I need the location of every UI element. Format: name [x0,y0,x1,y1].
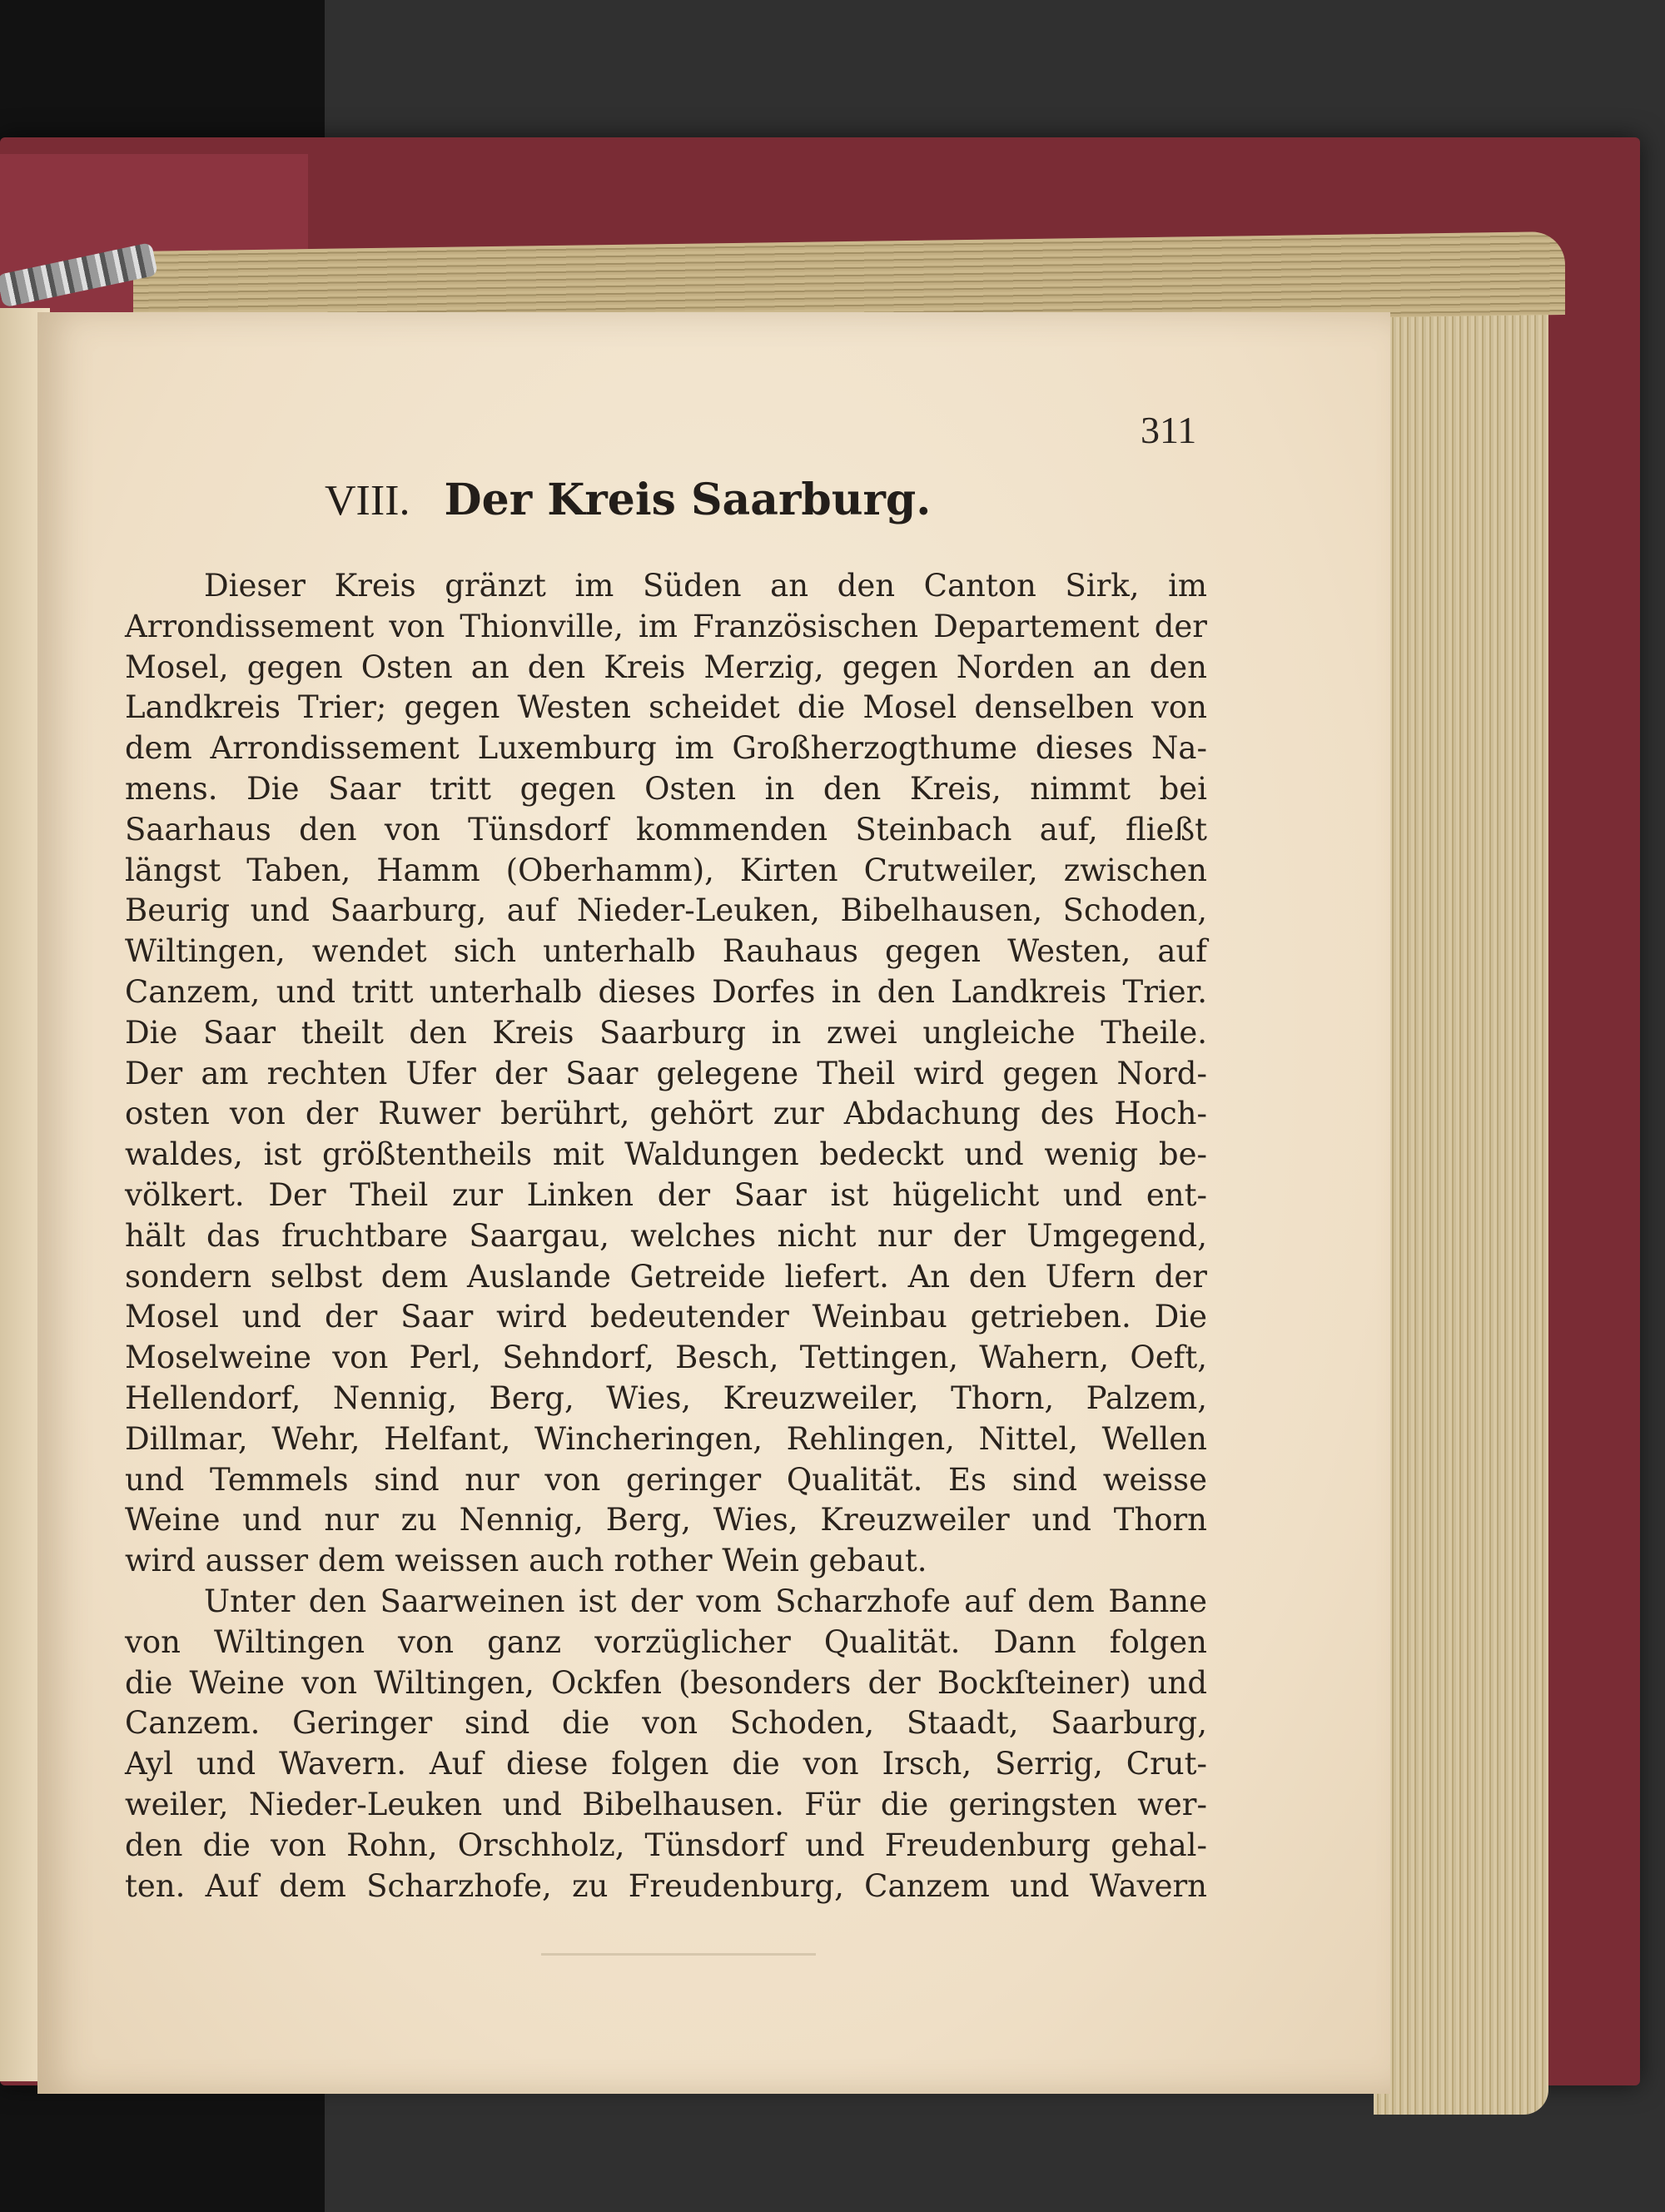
text-line: Arrondissement von Thionville, im Französischen Departement der [125,608,1207,644]
text-line: mens. Die Saar tritt gegen Osten in den Kreis, nimmt bei [125,770,1207,807]
text-line: waldes, ist größtentheils mit Waldungen bedeckt und wenig be- [125,1136,1207,1173]
text-line: Ayl und Wavern. Auf diese folgen die von Irsch, Serrig, Crut- [125,1746,1207,1782]
text-line: Mosel, gegen Osten an den Kreis Merzig, gegen Norden an den [125,649,1207,685]
text-line: osten von der Ruwer berührt, gehört zur Abdachung des Hoch- [125,1096,1207,1132]
text-line: den die von Rohn, Orschholz, Tünsdorf und Freudenburg gehal- [125,1827,1207,1863]
text-line: Die Saar theilt den Kreis Saarburg in zwei ungleiche Theile. [125,1014,1207,1051]
text-line: Saarhaus den von Tünsdorf kommenden Steinbach auf, fließt [125,811,1207,848]
text-line: völkert. Der Theil zur Linken der Saar ist hügelicht und ent- [125,1176,1207,1213]
text-line: weiler, Nieder-Leuken und Bibelhausen. Für die geringsten wer- [125,1786,1207,1822]
text-line: Beurig und Saarburg, auf Nieder-Leuken, Bibelhausen, Schoden, [125,892,1207,929]
text-line: Dillmar, Wehr, Helfant, Wincheringen, Rehlingen, Nittel, Wellen [125,1420,1207,1457]
text-line: von Wiltingen von ganz vorzüglicher Qualität. Dann folgen [125,1623,1207,1660]
text-line: Weine und nur zu Nennig, Berg, Wies, Kreuzweiler und Thorn [125,1502,1207,1538]
text-line: Dieser Kreis gränzt im Süden an den Canton Sirk, im [204,568,1207,604]
text-line: wird ausser dem weissen auch rother Wein gebaut. [125,1543,927,1579]
faint-rule [541,1953,816,1956]
text-line: Der am rechten Ufer der Saar gelegene Theil wird gegen Nord- [125,1055,1207,1091]
text-line: längst Taben, Hamm (Oberhamm), Kirten Crutweiler, zwischen [125,852,1207,888]
text-line: dem Arrondissement Luxemburg im Großherzogthume dieses Na- [125,730,1207,767]
text-line: ten. Auf dem Scharzhofe, zu Freudenburg, Canzem und Wavern [125,1867,1207,1904]
text-line: und Temmels sind nur von geringer Qualität. Es sind weisse [125,1461,1207,1498]
text-line: Landkreis Trier; gegen Westen scheidet die Mosel denselben von [125,689,1207,726]
chapter-heading [325,475,931,525]
text-line: sondern selbst dem Auslande Getreide liefert. An den Ufern der [125,1258,1207,1295]
body-text [125,566,1207,1906]
text-line: Hellendorf, Nennig, Berg, Wies, Kreuzweiler, Thorn, Palzem, [125,1379,1207,1416]
text-line: die Weine von Wiltingen, Ockfen (besonders der Bockſteiner) und [125,1664,1207,1701]
page-edges [1374,283,1548,2115]
text-line: Canzem. Geringer sind die von Schoden, Staadt, Saarburg, [125,1705,1207,1742]
text-line: Canzem, und tritt unterhalb dieses Dorfes in den Landkreis Trier. [125,973,1207,1010]
text-line: Mosel und der Saar wird bedeutender Weinbau getrieben. Die [125,1299,1207,1335]
page-number: 311 [1141,409,1197,451]
text-line: Moselweine von Perl, Sehndorf, Besch, Tettingen, Wahern, Oeft, [125,1340,1207,1376]
text-line: Wiltingen, wendet sich unterhalb Rauhaus gegen Westen, auf [125,933,1207,970]
chapter-numeral: VIII. [325,477,410,524]
chapter-title: Der Kreis Saarburg. [444,475,932,525]
text-line: Unter den Saarweinen ist der vom Scharzhofe auf dem Banne [204,1583,1207,1619]
text-line: hält das fruchtbare Saargau, welches nicht nur der Umgegend, [125,1217,1207,1254]
